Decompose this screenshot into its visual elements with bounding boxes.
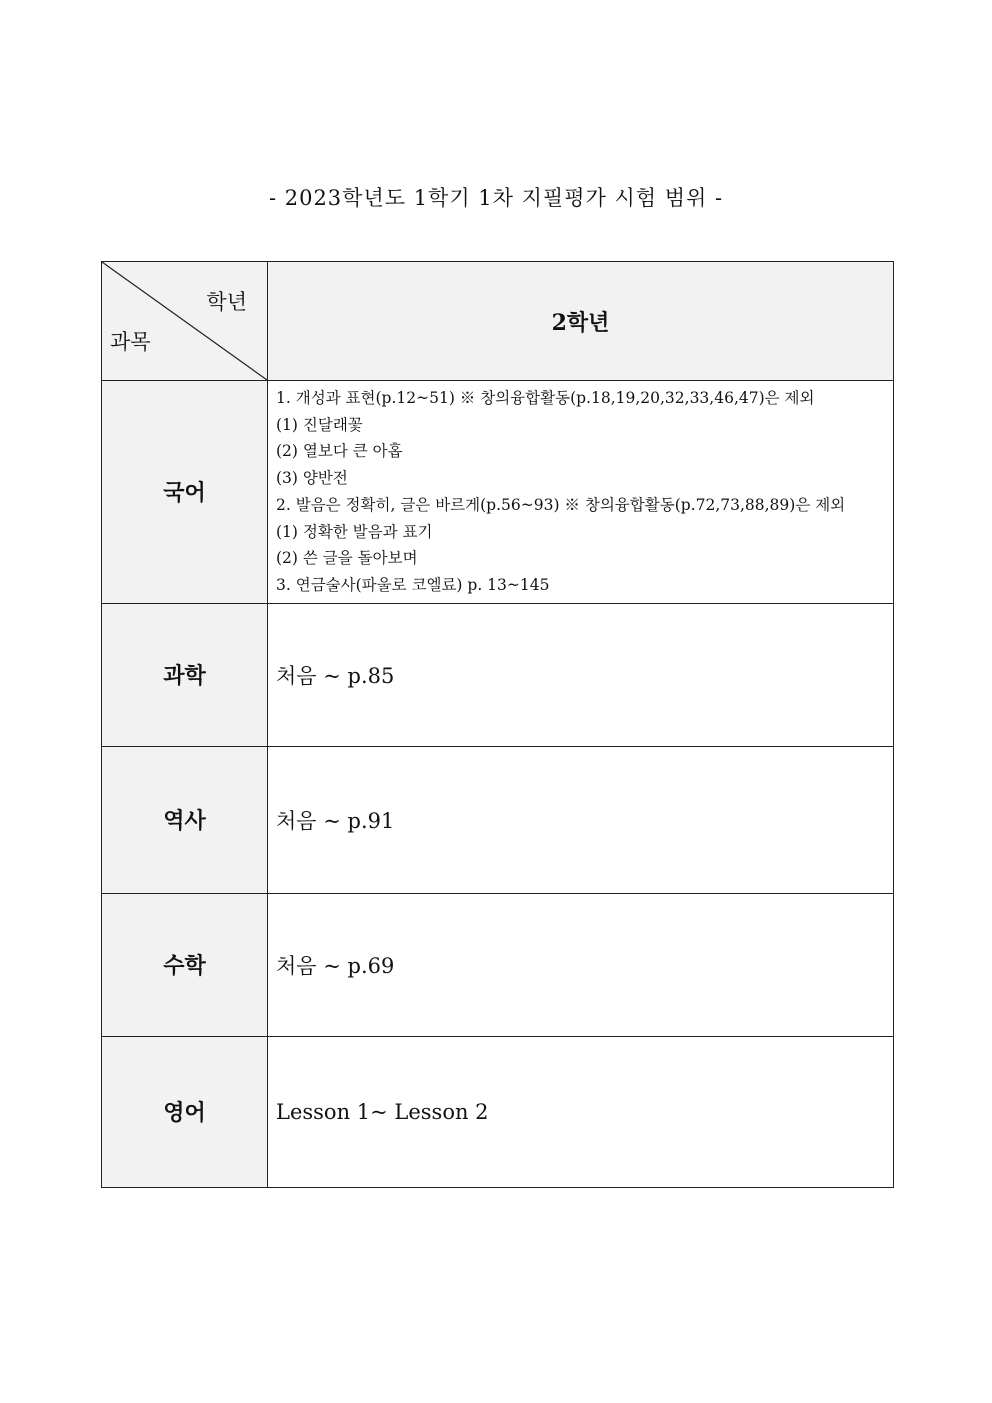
subject-cell-math: 수학 (102, 893, 268, 1036)
list-item: (1) 정확한 발음과 표기 (276, 522, 433, 541)
list-item: (2) 열보다 큰 아홉 (276, 442, 403, 461)
table-header-row (102, 262, 894, 381)
document-title: - 2023학년도 1학기 1차 지필평가 시험 범위 - (268, 186, 724, 210)
table-row-history (102, 746, 894, 893)
list-item: 2. 발음은 정확히, 글은 바르게(p.56~93) ※ 창의융합활동(p.72,73,88,89)은 제외 (276, 495, 846, 514)
corner-grade-label: 학년 (206, 290, 247, 314)
subject-cell-english: 영어 (102, 1036, 268, 1187)
korean-range-list (268, 381, 893, 603)
subject-cell-history: 역사 (102, 746, 268, 893)
range-cell-english: Lesson 1~ Lesson 2 (268, 1036, 894, 1187)
table-row-korean (102, 381, 894, 604)
subject-cell-korean: 국어 (102, 381, 268, 604)
table-row-science (102, 603, 894, 746)
table-row-math (102, 893, 894, 1036)
list-item: 3. 연금술사(파울로 코엘료) p. 13~145 (276, 575, 550, 594)
subject-cell-science: 과학 (102, 603, 268, 746)
grade-header: 2학년 (268, 262, 894, 381)
diagonal-corner-cell (102, 262, 268, 381)
range-cell-science: 처음 ~ p.85 (268, 603, 894, 746)
list-item: (2) 쓴 글을 돌아보며 (276, 549, 418, 568)
diagonal-divider-line (102, 262, 267, 380)
list-item: (3) 양반전 (276, 469, 348, 488)
list-item: 1. 개성과 표현(p.12~51) ※ 창의융합활동(p.18,19,20,32,33,46,47)은 제외 (276, 389, 815, 407)
range-cell-math: 처음 ~ p.69 (268, 893, 894, 1036)
table-row-english (102, 1036, 894, 1187)
exam-range-table (101, 261, 894, 1188)
corner-subject-label: 과목 (110, 330, 151, 354)
range-cell-korean (268, 381, 894, 604)
range-cell-history: 처음 ~ p.91 (268, 746, 894, 893)
list-item: (1) 진달래꽃 (276, 415, 363, 434)
